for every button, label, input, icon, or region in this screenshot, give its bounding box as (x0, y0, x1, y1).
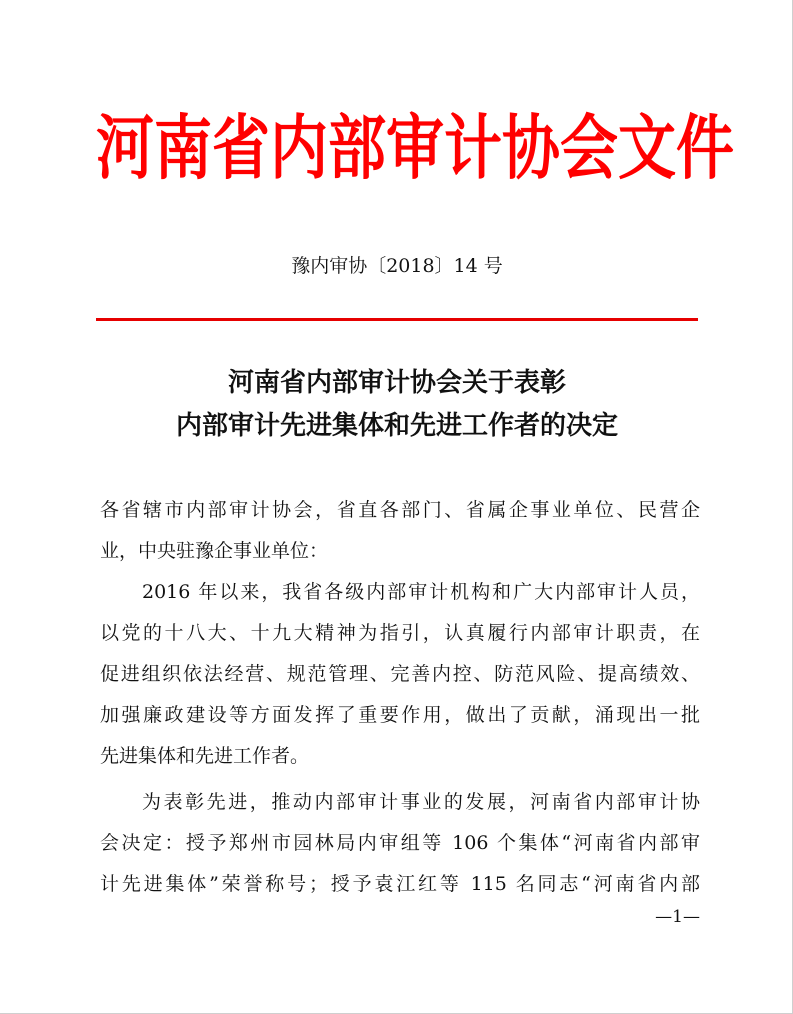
red-separator-line (96, 318, 698, 321)
document-title-line-1: 河南省内部审计协会关于表彰 (227, 368, 566, 398)
addressee-line-2: 业，中央驻豫企事业单位： (100, 540, 329, 562)
paragraph1-line-5: 先进集体和先进工作者。 (100, 745, 310, 767)
document-number: 豫内审协〔2018〕14 号 (291, 255, 503, 277)
document-masthead: 河南省内部审计协会文件 (96, 107, 735, 189)
paragraph2-line-1: 为表彰先进，推动内部审计事业的发展，河南省内部审计协 (142, 791, 700, 813)
paragraph1-line-2: 以党的十八大、十九大精神为指引，认真履行内部审计职责，在 (100, 622, 700, 644)
paragraph2-line-3: 计先进集体”荣誉称号；授予袁江红等 115 名同志“河南省内部 (100, 873, 700, 895)
paragraph1-line-3: 促进组织依法经营、规范管理、完善内控、防范风险、提高绩效、 (100, 663, 700, 685)
page-number: —1— (655, 907, 700, 927)
document-title-line-2: 内部审计先进集体和先进工作者的决定 (175, 411, 618, 441)
addressee-line-1: 各省辖市内部审计协会，省直各部门、省属企事业单位、民营企 (100, 499, 700, 521)
paragraph1-line-4: 加强廉政建设等方面发挥了重要作用，做出了贡献，涌现出一批 (100, 704, 700, 726)
paragraph2-line-2: 会决定：授予郑州市园林局内审组等 106 个集体“河南省内部审 (100, 832, 700, 854)
paragraph1-line-1: 2016 年以来，我省各级内部审计机构和广大内部审计人员， (142, 581, 700, 603)
